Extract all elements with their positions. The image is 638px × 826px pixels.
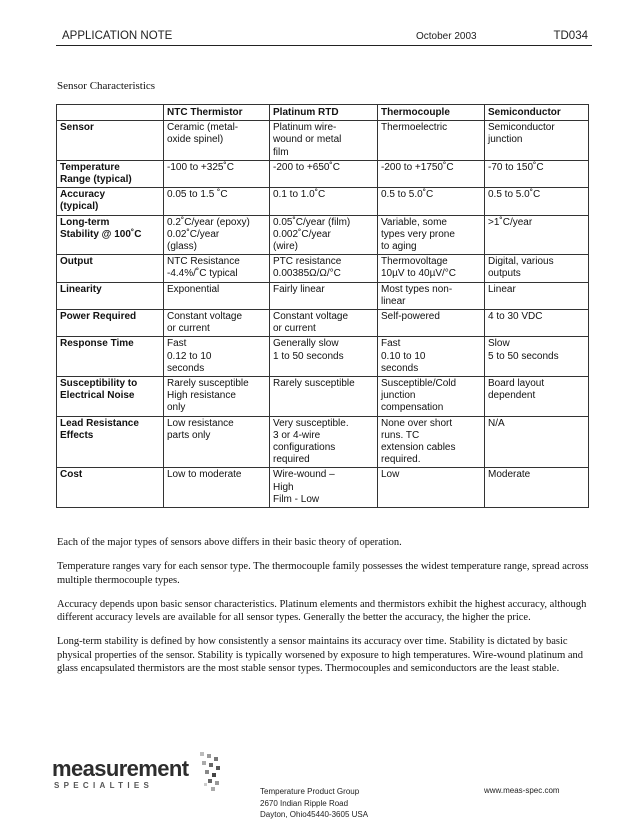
cell-text: 10µV to 40µV/°C — [381, 268, 457, 280]
table-cell — [164, 310, 270, 337]
cell-text: 0.05˚C/year (film) — [273, 216, 351, 228]
cell-text: 0.05 to 1.5 ˚C — [167, 189, 228, 201]
cell-text: Susceptibility to — [60, 378, 138, 390]
cell-text: Output — [60, 256, 93, 268]
cell-text: runs. TC — [381, 429, 420, 441]
table-row — [57, 255, 589, 282]
table-row — [57, 121, 589, 161]
column-header: Thermocouple — [378, 105, 485, 121]
table-cell — [270, 282, 378, 309]
address-line: 2670 Indian Ripple Road — [260, 798, 349, 808]
header-title: APPLICATION NOTE — [62, 30, 173, 42]
cell-text: Fast — [381, 338, 401, 350]
cell-text: Digital, various — [488, 256, 554, 268]
cell-text: 0.002˚C/year — [273, 228, 331, 240]
table-cell — [485, 188, 589, 215]
table-cell — [485, 282, 589, 309]
table-cell — [270, 416, 378, 468]
cell-text: Platinum wire- — [273, 122, 337, 134]
paragraph: Temperature ranges vary for each sensor type. The thermocouple family possesses the widest temperature range, spread across multiple thermocouple types. — [57, 561, 589, 586]
table-cell — [378, 215, 485, 255]
cell-text: or current — [273, 323, 316, 335]
paragraph: Long-term stability is defined by how consistently a sensor maintains its accuracy over time. Stability is dictated by basic physical properties of the sensor. Stability is typically worsened by exposure to high temperatures. Wire-wound platinum and glass encapsulated thermistors are the most stable sensor types. Thermocouples and semiconductors are the least stable. — [57, 636, 584, 674]
table-cell — [270, 310, 378, 337]
cell-text: Rarely susceptible — [167, 378, 249, 390]
table-cell — [164, 468, 270, 508]
cell-text: types very prone — [381, 228, 455, 240]
cell-text: 0.5 to 5.0˚C — [488, 189, 541, 201]
cell-text: Film - Low — [273, 493, 320, 505]
table-row — [57, 310, 589, 337]
table-cell — [164, 160, 270, 187]
row-label — [57, 310, 164, 337]
cell-text: Long-term — [60, 216, 110, 228]
table-row — [57, 337, 589, 377]
table-cell — [164, 282, 270, 309]
cell-text: Thermovoltage — [381, 256, 448, 268]
table-cell — [485, 310, 589, 337]
cell-text: Lead Resistance — [60, 417, 139, 429]
table-header-row — [57, 105, 589, 121]
cell-text: Board layout — [488, 378, 545, 390]
table-cell — [164, 255, 270, 282]
address-line: Temperature Product Group — [260, 787, 360, 796]
cell-text: Temperature — [60, 161, 120, 173]
cell-text: Semiconductor — [488, 122, 555, 134]
cell-text: Effects — [60, 429, 94, 441]
cell-text: Self-powered — [381, 311, 440, 323]
table-cell — [485, 255, 589, 282]
table-cell — [270, 255, 378, 282]
cell-text: dependent — [488, 390, 536, 402]
table-cell — [485, 337, 589, 377]
cell-text: (glass) — [167, 241, 198, 253]
address-line: Dayton, Ohio45440-3605 USA — [260, 810, 369, 819]
table-cell — [485, 468, 589, 508]
column-header: NTC Thermistor — [164, 105, 270, 121]
table-body — [57, 121, 589, 508]
cell-text: High — [273, 481, 294, 493]
cell-text: Accuracy — [60, 189, 106, 201]
paragraph: Each of the major types of sensors above differs in their basic theory of operation. — [57, 537, 402, 548]
cell-text: NTC Resistance — [167, 256, 240, 268]
cell-text: Very susceptible. — [273, 417, 349, 429]
cell-text: PTC resistance — [273, 256, 342, 268]
cell-text: 0.12 to 10 — [167, 350, 212, 362]
cell-text: 4 to 30 VDC — [488, 311, 543, 323]
footer-address — [260, 786, 368, 821]
cell-text: 5 to 50 seconds — [488, 350, 559, 362]
cell-text: outputs — [488, 268, 521, 280]
cell-text: Constant voltage — [167, 311, 243, 323]
column-header: Platinum RTD — [270, 105, 378, 121]
cell-text: Low — [381, 469, 400, 481]
cell-text: 0.5 to 5.0˚C — [381, 189, 434, 201]
row-label — [57, 160, 164, 187]
table-cell — [485, 121, 589, 161]
table-cell — [485, 377, 589, 417]
table-cell — [270, 121, 378, 161]
cell-text: Fairly linear — [273, 283, 325, 295]
cell-text: Moderate — [488, 469, 531, 481]
table-cell — [378, 468, 485, 508]
table-row — [57, 468, 589, 508]
cell-text: Variable, some — [381, 216, 447, 228]
cell-text: Stability @ 100˚C — [60, 228, 142, 240]
table-cell — [270, 160, 378, 187]
table-row — [57, 160, 589, 187]
table-cell — [270, 215, 378, 255]
logo-wordmark: measurement — [52, 756, 189, 781]
header-date: October 2003 — [416, 31, 477, 42]
cell-text: configurations — [273, 442, 336, 454]
table-cell — [270, 377, 378, 417]
cell-text: required. — [381, 454, 421, 466]
cell-text: only — [167, 402, 186, 414]
cell-text: Electrical Noise — [60, 390, 135, 402]
cell-text: Power Required — [60, 311, 137, 323]
column-header — [57, 105, 164, 121]
logo-mark-icon — [198, 752, 222, 796]
row-label — [57, 215, 164, 255]
cell-text: -70 to 150˚C — [488, 161, 544, 173]
cell-text: 1 to 50 seconds — [273, 350, 344, 362]
cell-text: High resistance — [167, 390, 236, 402]
cell-text: or current — [167, 323, 210, 335]
cell-text: Ceramic (metal- — [167, 122, 239, 134]
table-row — [57, 377, 589, 417]
cell-text: Exponential — [167, 283, 220, 295]
cell-text: Thermoelectric — [381, 122, 448, 134]
cell-text: Slow — [488, 338, 510, 350]
cell-text: (wire) — [273, 241, 298, 253]
table-cell — [485, 215, 589, 255]
paragraph: Accuracy depends upon basic sensor characteristics. Platinum elements and thermistors exhibit the highest accuracy, although different accuracy levels are available for all sensor types. Generally the better the accuracy, the higher the price. — [57, 598, 587, 623]
cell-text: required — [273, 454, 310, 466]
footer-website: www.meas-spec.com — [484, 786, 560, 795]
row-label — [57, 468, 164, 508]
cell-text: 3 or 4-wire — [273, 429, 321, 441]
header-doc-id: TD034 — [553, 30, 588, 42]
table-cell — [378, 121, 485, 161]
cell-text: Rarely susceptible — [273, 378, 355, 390]
row-label — [57, 282, 164, 309]
table-row — [57, 282, 589, 309]
table-cell — [164, 121, 270, 161]
cell-text: 0.10 to 10 — [381, 350, 426, 362]
table-cell — [164, 377, 270, 417]
table-cell — [378, 160, 485, 187]
cell-text: 0.02˚C/year — [167, 228, 220, 240]
table-cell — [485, 416, 589, 468]
body-text — [57, 536, 591, 686]
cell-text: (typical) — [60, 201, 99, 213]
cell-text: -4.4%/˚C typical — [167, 268, 238, 280]
section-title: Sensor Characteristics — [57, 80, 156, 92]
row-label — [57, 255, 164, 282]
table-cell — [485, 160, 589, 187]
table-cell — [270, 337, 378, 377]
table-row — [57, 188, 589, 215]
cell-text: linear — [381, 295, 406, 307]
cell-text: Generally slow — [273, 338, 339, 350]
cell-text: Low to moderate — [167, 469, 242, 481]
cell-text: film — [273, 146, 289, 158]
cell-text: seconds — [381, 362, 419, 374]
cell-text: Susceptible/Cold — [381, 378, 457, 390]
column-header: Semiconductor — [485, 105, 589, 121]
cell-text: parts only — [167, 429, 211, 441]
cell-text: compensation — [381, 402, 444, 414]
table-cell — [378, 255, 485, 282]
table-cell — [164, 337, 270, 377]
cell-text: Most types non- — [381, 283, 453, 295]
sensor-characteristics-table — [56, 104, 589, 508]
logo-subtitle: SPECIALTIES — [54, 781, 154, 790]
cell-text: Linearity — [60, 283, 102, 295]
cell-text: wound or metal — [273, 134, 342, 146]
table-cell — [270, 468, 378, 508]
row-label — [57, 416, 164, 468]
cell-text: -100 to +325˚C — [167, 161, 234, 173]
table-cell — [378, 282, 485, 309]
row-label — [57, 337, 164, 377]
cell-text: Fast — [167, 338, 187, 350]
cell-text: 0.00385Ω/Ω/°C — [273, 268, 341, 280]
cell-text: Low resistance — [167, 417, 234, 429]
cell-text: extension cables — [381, 442, 456, 454]
table-cell — [378, 416, 485, 468]
cell-text: Cost — [60, 469, 83, 481]
table-cell — [378, 337, 485, 377]
cell-text: junction — [488, 134, 523, 146]
table-row — [57, 416, 589, 468]
page-header — [56, 26, 592, 46]
table-cell — [164, 215, 270, 255]
cell-text: -200 to +1750˚C — [381, 161, 454, 173]
cell-text: Response Time — [60, 338, 134, 350]
cell-text: N/A — [488, 417, 505, 429]
table-cell — [164, 188, 270, 215]
row-label — [57, 188, 164, 215]
table-cell — [270, 188, 378, 215]
cell-text: Linear — [488, 283, 516, 295]
cell-text: Range (typical) — [60, 174, 132, 186]
cell-text: 0.1 to 1.0˚C — [273, 189, 326, 201]
cell-text: Sensor — [60, 122, 94, 134]
cell-text: junction — [381, 390, 416, 402]
cell-text: -200 to +650˚C — [273, 161, 340, 173]
table-cell — [378, 188, 485, 215]
row-label — [57, 121, 164, 161]
row-label — [57, 377, 164, 417]
table-cell — [378, 310, 485, 337]
cell-text: Wire-wound – — [273, 469, 335, 481]
cell-text: None over short — [381, 417, 453, 429]
cell-text: >1˚C/year — [488, 216, 533, 228]
cell-text: oxide spinel) — [167, 134, 224, 146]
company-logo — [48, 750, 228, 800]
cell-text: Constant voltage — [273, 311, 349, 323]
cell-text: seconds — [167, 362, 205, 374]
table-row — [57, 215, 589, 255]
table-cell — [164, 416, 270, 468]
cell-text: 0.2˚C/year (epoxy) — [167, 216, 250, 228]
cell-text: to aging — [381, 241, 417, 253]
table-cell — [378, 377, 485, 417]
